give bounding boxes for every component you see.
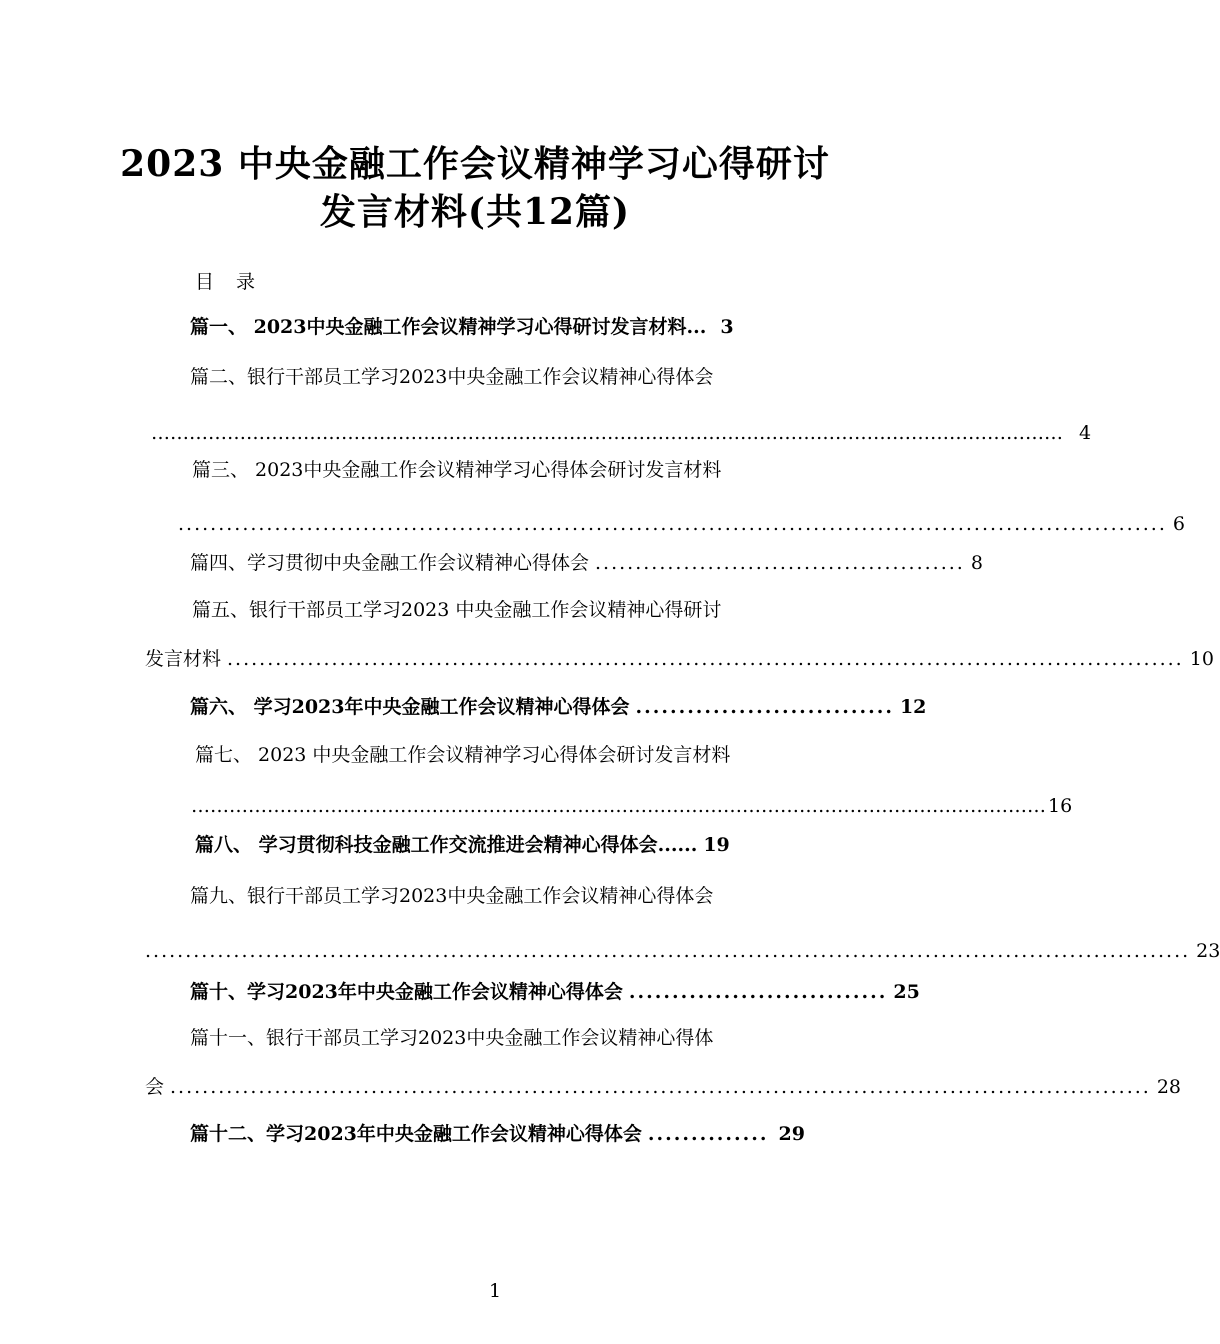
toc-entry-5-cont	[145, 646, 1214, 672]
toc-entry-title: 篇十二、学习2023年中央金融工作会议精神心得体会	[190, 1123, 642, 1145]
toc-entry-1[interactable]	[190, 314, 805, 340]
toc-entry-page: 12	[899, 696, 927, 718]
document-title-line-2: 发言材料(共12篇)	[319, 191, 631, 233]
toc-leader-dots: ..............................................	[595, 552, 965, 574]
toc-leader-dots: ..............................	[635, 696, 894, 718]
toc-entry-page: 6	[1172, 513, 1185, 535]
toc-entry-title: 篇八、 学习贯彻科技金融工作交流推进会精神心得体会......	[195, 834, 698, 856]
toc-entry-10[interactable]	[190, 979, 920, 1005]
toc-entry-9-leader	[145, 938, 1220, 964]
toc-entry-7[interactable]: 篇七、 2023 中央金融工作会议精神学习心得体会研讨发言材料	[195, 744, 731, 766]
toc-entry-page: 19	[703, 834, 730, 856]
toc-entry-11-cont	[145, 1074, 1182, 1100]
toc-leader-dots: ………………………………………………………………………………………………………………………………	[151, 422, 1063, 444]
toc-entry-title: 篇四、学习贯彻中央金融工作会议精神心得体会	[190, 552, 590, 574]
toc-entry-3[interactable]: 篇三、 2023中央金融工作会议精神学习心得体会研讨发言材料	[192, 459, 722, 481]
toc-leader-dots: ..............	[647, 1123, 769, 1145]
toc-entry-page: 10	[1189, 648, 1214, 670]
toc-entry-title-cont: 会	[145, 1076, 165, 1098]
toc-entry-page: 28	[1156, 1076, 1182, 1098]
toc-entry-page: 8	[970, 552, 983, 574]
toc-leader-dots: ...........................................................................................................................	[178, 513, 1167, 535]
toc-entry-title: 篇一、 2023中央金融工作会议精神学习心得研讨发言材料...	[190, 316, 707, 338]
page-number: 1	[488, 1280, 502, 1302]
toc-entry-11[interactable]: 篇十一、银行干部员工学习2023中央金融工作会议精神心得体	[190, 1027, 714, 1049]
toc-entry-title: 篇六、 学习2023年中央金融工作会议精神心得体会	[190, 696, 630, 718]
toc-entry-page: 16	[1048, 795, 1073, 817]
toc-entry-title-cont: 发言材料	[145, 648, 222, 670]
toc-entry-page: 3	[720, 316, 734, 338]
toc-entry-title: 篇十、学习2023年中央金融工作会议精神心得体会	[190, 981, 623, 1003]
toc-entry-7-leader	[185, 793, 1073, 819]
toc-entry-5[interactable]: 篇五、银行干部员工学习2023 中央金融工作会议精神心得研讨	[192, 599, 722, 621]
toc-leader-dots: ..............................	[628, 981, 888, 1003]
toc-entry-2[interactable]: 篇二、银行干部员工学习2023中央金融工作会议精神心得体会	[190, 366, 714, 388]
toc-heading: 目录	[195, 271, 278, 293]
toc-entry-6[interactable]	[190, 694, 927, 720]
toc-entry-page: 4	[1079, 422, 1092, 444]
toc-leader-dots: .......................................................................................................................	[227, 648, 1184, 670]
toc-entry-page: 25	[893, 981, 920, 1003]
toc-entry-page: 23	[1196, 940, 1220, 962]
toc-entry-12[interactable]	[190, 1121, 805, 1147]
document-title-line-1: 2023 中央金融工作会议精神学习心得研讨	[120, 143, 830, 185]
toc-entry-page: 29	[778, 1123, 805, 1145]
toc-leader-dots: ..................................................................................................................................	[145, 940, 1191, 962]
toc-leader-dots: ..........................................................................................................................	[170, 1076, 1151, 1098]
toc-entry-2-leader	[145, 420, 1092, 446]
toc-entry-3-leader	[172, 511, 1185, 537]
toc-leader-dots: ………………………………………………………………………………………………………………………	[191, 795, 1046, 817]
toc-entry-8[interactable]	[195, 832, 805, 858]
toc-entry-9[interactable]: 篇九、银行干部员工学习2023中央金融工作会议精神心得体会	[190, 885, 714, 907]
toc-entry-4[interactable]	[190, 550, 983, 576]
